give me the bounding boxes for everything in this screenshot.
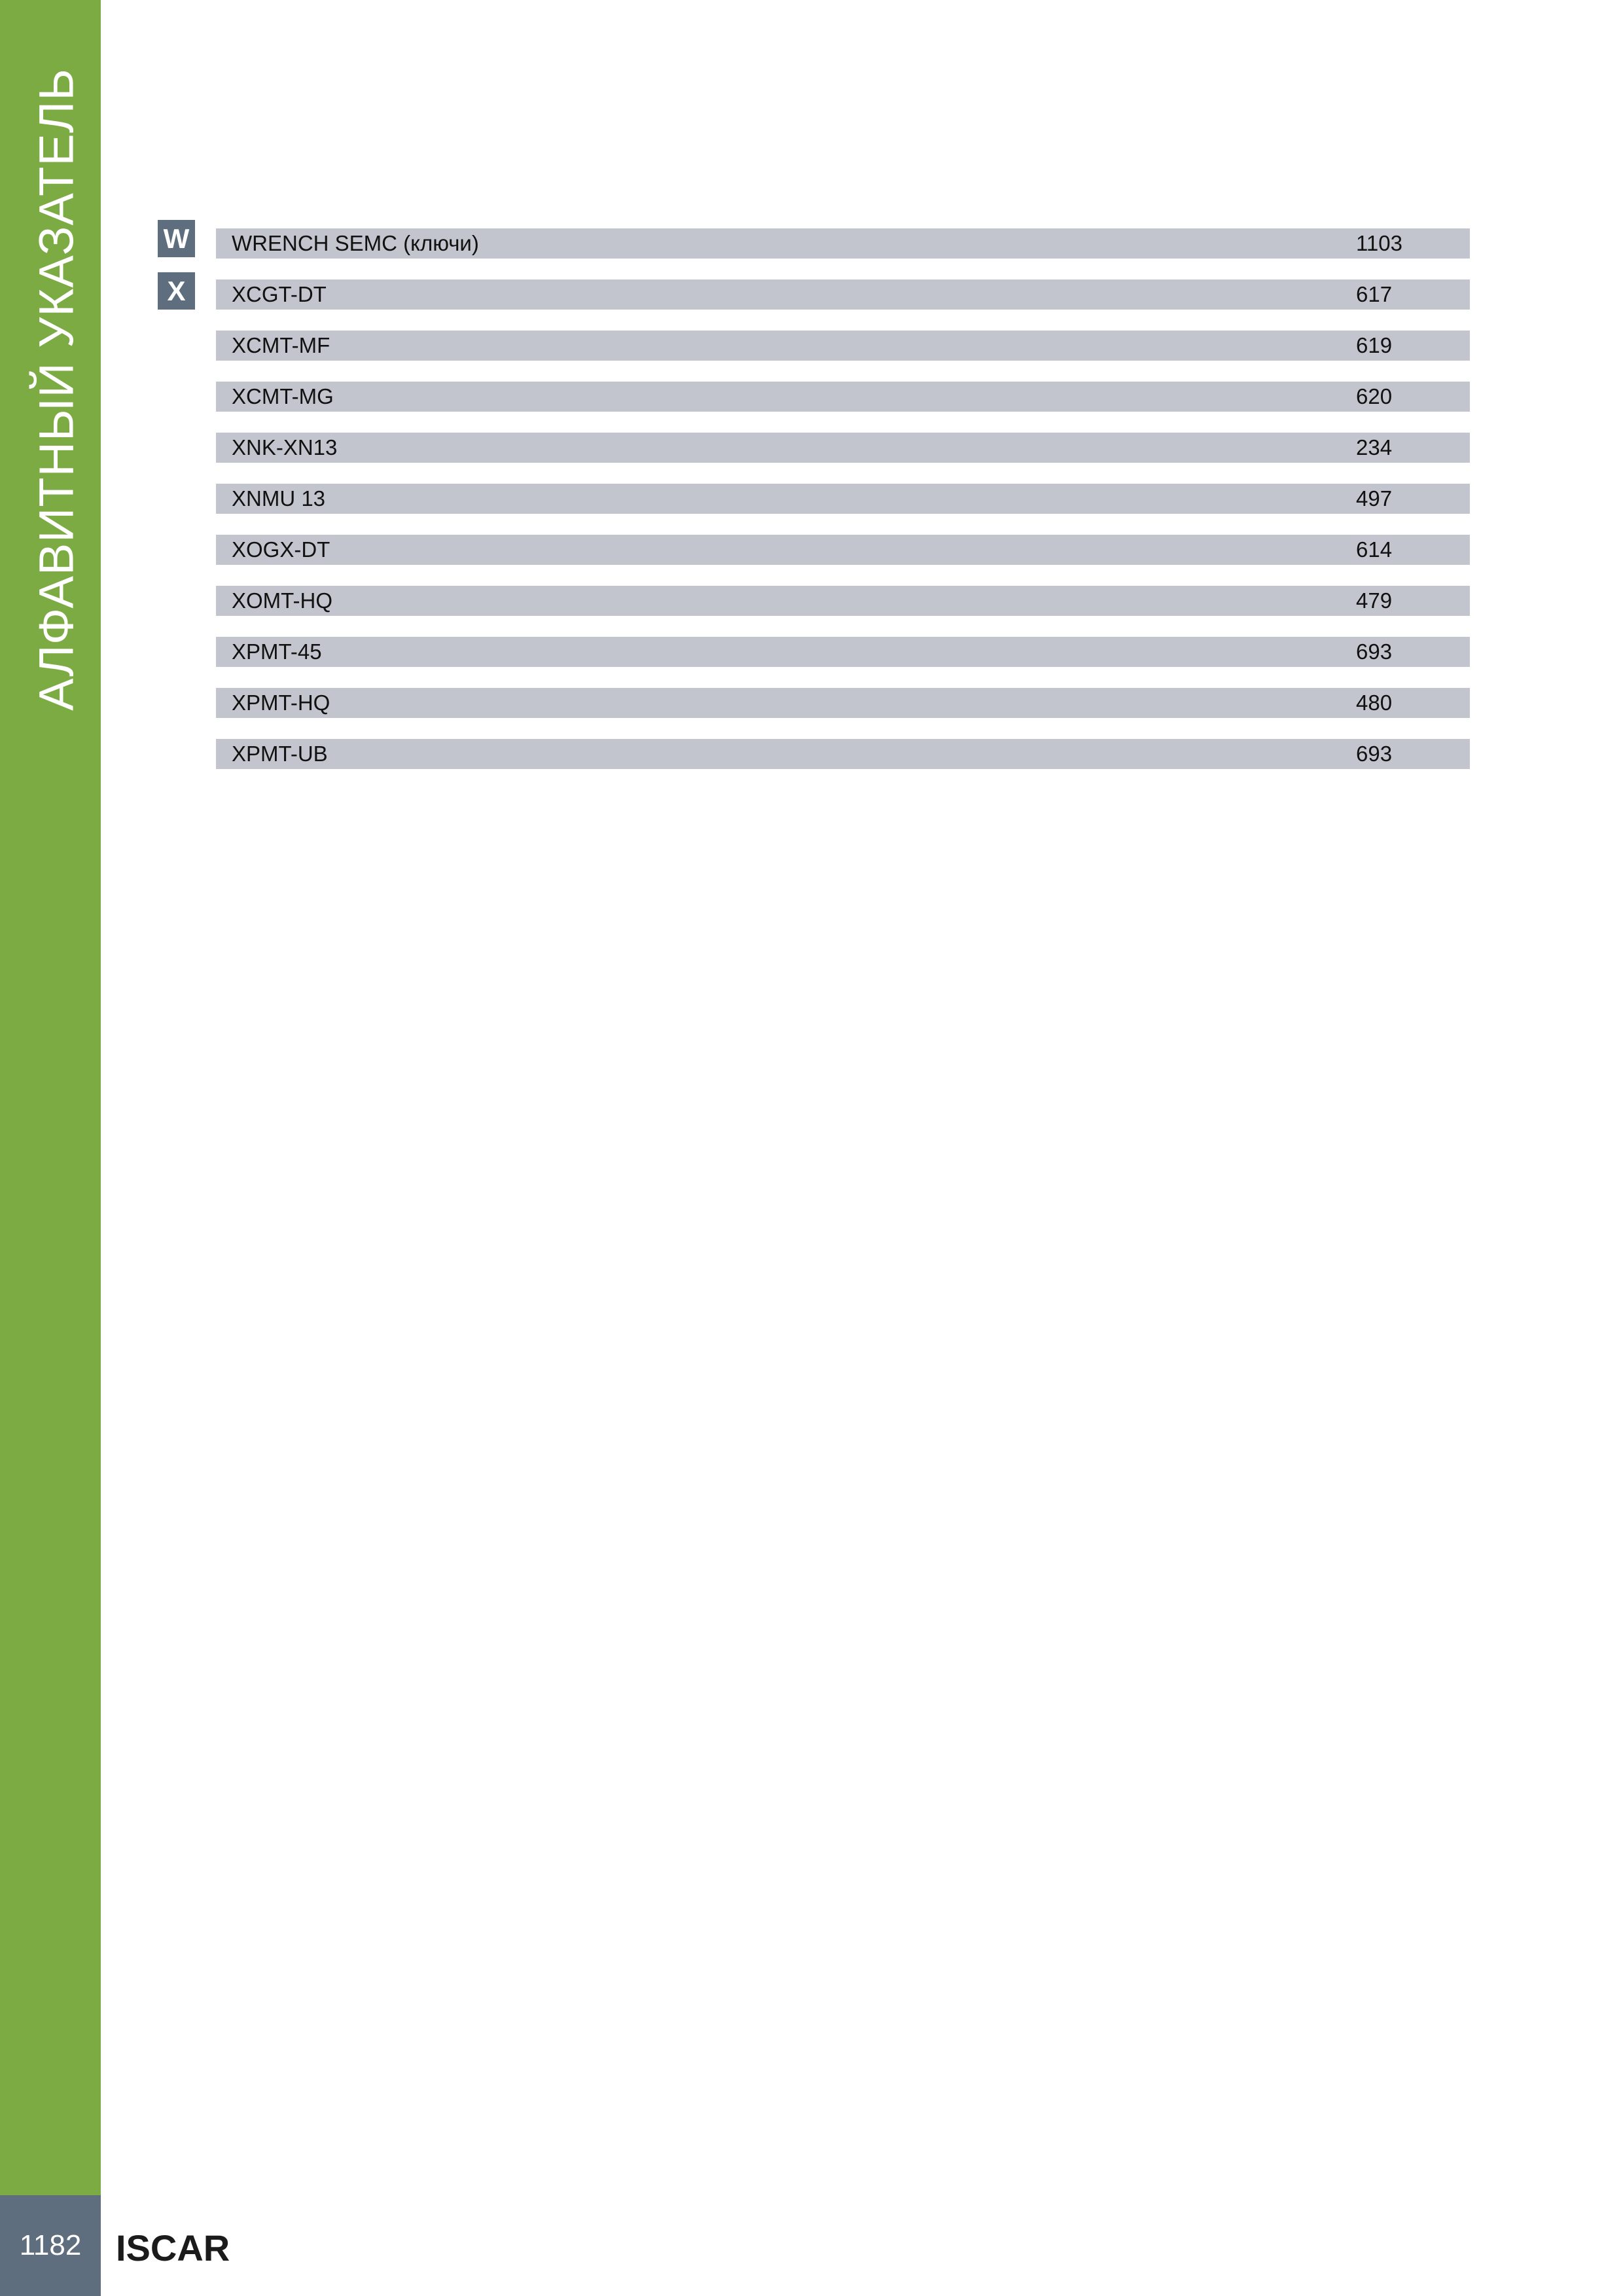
index-entry-page: 497 xyxy=(1356,486,1393,511)
letter-marker-x: X xyxy=(158,272,195,310)
index-row xyxy=(216,382,1470,412)
index-entry-name: XOMT-HQ xyxy=(232,588,332,613)
index-entry-page: 617 xyxy=(1356,282,1393,306)
index-entry-page: 1103 xyxy=(1356,231,1402,255)
index-row xyxy=(216,484,1470,514)
index-entry-name: XCGT-DT xyxy=(232,282,327,306)
index-entry-name: XPMT-45 xyxy=(232,639,322,664)
index-row xyxy=(216,331,1470,361)
index-entry-page: 480 xyxy=(1356,691,1393,715)
brand-logo: ISCAR xyxy=(116,2227,230,2269)
index-row xyxy=(216,535,1470,565)
index-entry-page: 693 xyxy=(1356,639,1393,664)
index-row xyxy=(216,279,1470,310)
index-entry-name: XNK-XN13 xyxy=(232,435,338,459)
sidebar-title: АЛФАВИТНЫЙ УКАЗАТЕЛЬ xyxy=(29,68,84,711)
letter-marker-w: W xyxy=(158,220,195,257)
index-entry-page: 619 xyxy=(1356,333,1393,357)
index-entry-name: XCMT-MF xyxy=(232,333,330,357)
index-entry-name: XCMT-MG xyxy=(232,384,334,408)
index-entry-name: WRENCH SEMC (ключи) xyxy=(232,231,479,255)
index-entry-page: 479 xyxy=(1356,588,1393,613)
index-entry-name: XNMU 13 xyxy=(232,486,326,511)
index-row xyxy=(216,433,1470,463)
index-row xyxy=(216,228,1470,259)
index-row xyxy=(216,688,1470,718)
page-number: 1182 xyxy=(0,2195,101,2296)
index-entry-page: 620 xyxy=(1356,384,1393,408)
index-entry-name: XPMT-UB xyxy=(232,742,328,766)
index-entry-page: 614 xyxy=(1356,537,1393,562)
sidebar xyxy=(0,0,101,2296)
index-entry-name: XPMT-HQ xyxy=(232,691,330,715)
index-row xyxy=(216,586,1470,616)
index-entry-name: XOGX-DT xyxy=(232,537,330,562)
index-entry-page: 234 xyxy=(1356,435,1393,459)
index-row xyxy=(216,739,1470,769)
index-entry-page: 693 xyxy=(1356,742,1393,766)
index-row xyxy=(216,637,1470,667)
